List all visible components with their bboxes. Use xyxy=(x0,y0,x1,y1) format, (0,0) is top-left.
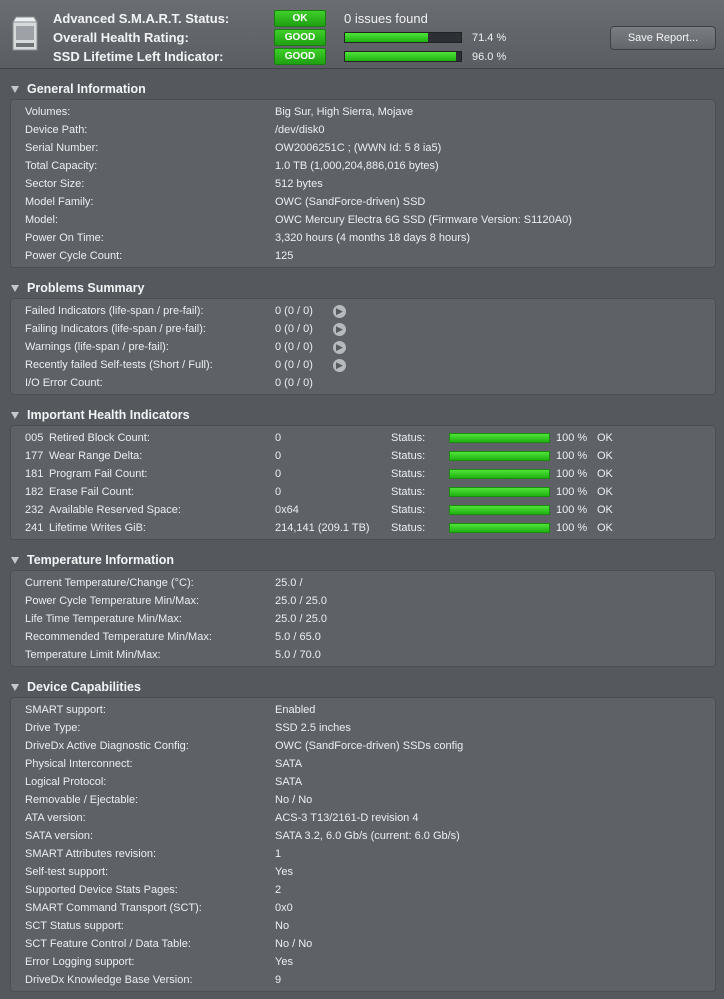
info-row xyxy=(11,247,715,265)
smart-status-label: Advanced S.M.A.R.T. Status: xyxy=(53,11,230,26)
status-percent: 100 % xyxy=(556,486,588,498)
info-row xyxy=(11,863,715,881)
status-percent: 100 % xyxy=(556,450,588,462)
indicator-value: 0 xyxy=(275,486,282,498)
row-label: Power Cycle Temperature Min/Max: xyxy=(25,595,200,607)
row-label: Model Family: xyxy=(25,196,94,208)
row-label: DriveDx Knowledge Base Version: xyxy=(25,974,193,986)
general-info-panel xyxy=(10,99,716,268)
lifetime-percent: 96.0 % xyxy=(472,50,507,63)
info-row xyxy=(11,139,715,157)
indicator-value: 214,141 (209.1 TB) xyxy=(275,522,370,534)
status-label: Status: xyxy=(391,432,426,444)
attribute-name: Program Fail Count: xyxy=(49,468,148,480)
disclosure-triangle-icon[interactable] xyxy=(11,557,19,564)
info-row xyxy=(11,211,715,229)
section-title: Important Health Indicators xyxy=(27,408,190,422)
status-ok: OK xyxy=(597,450,613,462)
row-value: Yes xyxy=(275,956,293,968)
attribute-id: 241 xyxy=(25,522,44,534)
info-row xyxy=(11,881,715,899)
status-percent: 100 % xyxy=(556,468,588,480)
row-label: Model: xyxy=(25,214,59,226)
row-value: OWC (SandForce-driven) SSDs config xyxy=(275,740,464,752)
row-label: Supported Device Stats Pages: xyxy=(25,884,178,896)
indicator-label xyxy=(25,468,147,480)
row-label: Logical Protocol: xyxy=(25,776,107,788)
attribute-id: 177 xyxy=(25,450,44,462)
row-label: Recommended Temperature Min/Max: xyxy=(25,631,212,643)
details-arrow-icon[interactable]: ▶ xyxy=(333,359,346,372)
disclosure-triangle-icon[interactable] xyxy=(11,684,19,691)
smart-status-badge: OK xyxy=(274,10,326,27)
info-row xyxy=(11,737,715,755)
section-title: General Information xyxy=(27,82,146,96)
status-label: Status: xyxy=(391,468,426,480)
status-percent: 100 % xyxy=(556,522,588,534)
info-row xyxy=(11,773,715,791)
row-value: 0 (0 / 0) xyxy=(275,341,313,353)
lifetime-bar xyxy=(344,51,462,62)
row-label: Warnings (life-span / pre-fail): xyxy=(25,341,169,353)
capabilities-panel xyxy=(10,697,716,992)
lifetime-badge: GOOD xyxy=(274,48,326,65)
smart-status-row xyxy=(53,9,428,28)
row-label: Volumes: xyxy=(25,106,71,118)
row-value: 5.0 / 65.0 xyxy=(275,631,321,643)
row-value: No xyxy=(275,920,290,932)
lifetime-label: SSD Lifetime Left Indicator: xyxy=(53,49,224,64)
hard-disk-icon xyxy=(10,14,40,54)
attribute-id: 232 xyxy=(25,504,44,516)
row-label: Removable / Ejectable: xyxy=(25,794,139,806)
row-value: Yes xyxy=(275,866,293,878)
row-value: 0 (0 / 0) xyxy=(275,305,313,317)
row-value: Big Sur, High Sierra, Mojave xyxy=(275,106,414,118)
indicator-value: 0x64 xyxy=(275,504,299,516)
info-row xyxy=(11,157,715,175)
section-capabilities-header[interactable] xyxy=(0,677,724,697)
status-ok: OK xyxy=(597,504,613,516)
smart-status-text: 0 issues found xyxy=(344,11,428,26)
info-row xyxy=(11,103,715,121)
disclosure-triangle-icon[interactable] xyxy=(11,285,19,292)
row-value: SATA 3.2, 6.0 Gb/s (current: 6.0 Gb/s) xyxy=(275,830,460,842)
row-label: Physical Interconnect: xyxy=(25,758,133,770)
section-health-header[interactable] xyxy=(0,405,724,425)
status-percent: 100 % xyxy=(556,504,588,516)
row-value: SATA xyxy=(275,776,303,788)
info-row xyxy=(11,374,715,392)
row-label: Drive Type: xyxy=(25,722,81,734)
info-row xyxy=(11,338,715,356)
row-value: 0 (0 / 0) xyxy=(275,359,313,371)
health-rating-percent: 71.4 % xyxy=(472,31,507,44)
status-bar xyxy=(449,523,550,533)
row-value: 5.0 / 70.0 xyxy=(275,649,321,661)
health-rating-label: Overall Health Rating: xyxy=(53,30,189,45)
health-indicator-row xyxy=(11,519,715,537)
row-value: 25.0 / 25.0 xyxy=(275,595,327,607)
details-arrow-icon[interactable]: ▶ xyxy=(333,341,346,354)
status-label: Status: xyxy=(391,504,426,516)
row-value: SSD 2.5 inches xyxy=(275,722,351,734)
health-indicator-row xyxy=(11,429,715,447)
info-row xyxy=(11,646,715,664)
health-indicator-row xyxy=(11,447,715,465)
row-label: Total Capacity: xyxy=(25,160,98,172)
row-label: Failing Indicators (life-span / pre-fail): xyxy=(25,323,206,335)
health-indicators-panel xyxy=(10,425,716,540)
info-row xyxy=(11,302,715,320)
attribute-id: 005 xyxy=(25,432,44,444)
attribute-name: Retired Block Count: xyxy=(49,432,150,444)
status-header xyxy=(0,0,724,69)
info-row xyxy=(11,701,715,719)
info-row xyxy=(11,175,715,193)
row-label: SMART Attributes revision: xyxy=(25,848,157,860)
section-temperature-header[interactable] xyxy=(0,550,724,570)
row-label: SMART support: xyxy=(25,704,106,716)
health-rating-row xyxy=(53,28,506,47)
info-row xyxy=(11,574,715,592)
row-label: Serial Number: xyxy=(25,142,99,154)
row-value: 512 bytes xyxy=(275,178,323,190)
indicator-label xyxy=(25,504,181,516)
row-label: SMART Command Transport (SCT): xyxy=(25,902,202,914)
temperature-panel xyxy=(10,570,716,667)
disclosure-triangle-icon[interactable] xyxy=(11,86,19,93)
info-row xyxy=(11,755,715,773)
info-row xyxy=(11,935,715,953)
health-rating-bar xyxy=(344,32,462,43)
row-value: OWC Mercury Electra 6G SSD (Firmware Version: S1120A0) xyxy=(275,214,572,226)
row-value: 25.0 / 25.0 xyxy=(275,613,327,625)
row-value: 0 (0 / 0) xyxy=(275,377,313,389)
row-value: 125 xyxy=(275,250,294,262)
row-label: Temperature Limit Min/Max: xyxy=(25,649,161,661)
health-rating-fill xyxy=(345,33,428,42)
indicator-label xyxy=(25,486,134,498)
section-title: Device Capabilities xyxy=(27,680,141,694)
row-label: Failed Indicators (life-span / pre-fail): xyxy=(25,305,204,317)
info-row xyxy=(11,610,715,628)
health-indicator-row xyxy=(11,501,715,519)
info-row xyxy=(11,229,715,247)
row-label: SCT Feature Control / Data Table: xyxy=(25,938,191,950)
info-row xyxy=(11,719,715,737)
section-general-header[interactable] xyxy=(0,79,724,99)
row-value: Enabled xyxy=(275,704,316,716)
attribute-name: Lifetime Writes GiB: xyxy=(49,522,146,534)
row-value: 0 (0 / 0) xyxy=(275,323,313,335)
info-row xyxy=(11,628,715,646)
health-rating-badge: GOOD xyxy=(274,29,326,46)
row-value: /dev/disk0 xyxy=(275,124,325,136)
row-value: 3,320 hours (4 months 18 days 8 hours) xyxy=(275,232,471,244)
details-arrow-icon[interactable]: ▶ xyxy=(333,305,346,318)
section-problems-header[interactable] xyxy=(0,278,724,298)
status-bar xyxy=(449,451,550,461)
status-label: Status: xyxy=(391,522,426,534)
row-label: Current Temperature/Change (°C): xyxy=(25,577,194,589)
save-report-button[interactable]: Save Report... xyxy=(610,26,716,50)
status-bar xyxy=(449,469,550,479)
status-ok: OK xyxy=(597,486,613,498)
row-value: ACS-3 T13/2161-D revision 4 xyxy=(275,812,419,824)
row-label: SCT Status support: xyxy=(25,920,124,932)
row-label: Life Time Temperature Min/Max: xyxy=(25,613,182,625)
row-label: Error Logging support: xyxy=(25,956,135,968)
row-value: OWC (SandForce-driven) SSD xyxy=(275,196,426,208)
status-ok: OK xyxy=(597,432,613,444)
row-value: OW2006251C ; (WWN Id: 5 8 ia5) xyxy=(275,142,442,154)
info-row xyxy=(11,193,715,211)
indicator-label xyxy=(25,450,142,462)
health-indicator-row xyxy=(11,483,715,501)
row-value: 1 xyxy=(275,848,282,860)
status-bar xyxy=(449,433,550,443)
info-row xyxy=(11,121,715,139)
info-row xyxy=(11,845,715,863)
attribute-name: Wear Range Delta: xyxy=(49,450,143,462)
row-label: Power Cycle Count: xyxy=(25,250,123,262)
attribute-id: 182 xyxy=(25,486,44,498)
row-label: Recently failed Self-tests (Short / Full): xyxy=(25,359,213,371)
row-label: ATA version: xyxy=(25,812,86,824)
indicator-value: 0 xyxy=(275,450,282,462)
info-row xyxy=(11,827,715,845)
row-value: No / No xyxy=(275,938,313,950)
row-value: SATA xyxy=(275,758,303,770)
status-label: Status: xyxy=(391,450,426,462)
status-label: Status: xyxy=(391,486,426,498)
status-ok: OK xyxy=(597,468,613,480)
disclosure-triangle-icon[interactable] xyxy=(11,412,19,419)
problems-summary-panel xyxy=(10,298,716,395)
row-label: Device Path: xyxy=(25,124,88,136)
health-indicator-row xyxy=(11,465,715,483)
row-value: 1.0 TB (1,000,204,886,016 bytes) xyxy=(275,160,439,172)
row-label: Self-test support: xyxy=(25,866,109,878)
section-title: Problems Summary xyxy=(27,281,145,295)
info-row xyxy=(11,917,715,935)
info-row xyxy=(11,320,715,338)
row-value: No / No xyxy=(275,794,313,806)
indicator-label xyxy=(25,522,146,534)
indicator-value: 0 xyxy=(275,468,282,480)
lifetime-fill xyxy=(345,52,456,61)
info-row xyxy=(11,971,715,989)
info-row xyxy=(11,899,715,917)
row-value: 25.0 / xyxy=(275,577,303,589)
status-bar xyxy=(449,487,550,497)
info-row xyxy=(11,953,715,971)
status-ok: OK xyxy=(597,522,613,534)
row-label: Sector Size: xyxy=(25,178,85,190)
row-label: SATA version: xyxy=(25,830,94,842)
info-row xyxy=(11,791,715,809)
status-bar xyxy=(449,505,550,515)
row-label: I/O Error Count: xyxy=(25,377,103,389)
attribute-name: Erase Fail Count: xyxy=(49,486,134,498)
row-value: 0x0 xyxy=(275,902,293,914)
indicator-label xyxy=(25,432,150,444)
lifetime-row xyxy=(53,47,506,66)
row-value: 9 xyxy=(275,974,282,986)
info-row xyxy=(11,809,715,827)
indicator-value: 0 xyxy=(275,432,282,444)
row-label: Power On Time: xyxy=(25,232,104,244)
row-label: DriveDx Active Diagnostic Config: xyxy=(25,740,189,752)
status-percent: 100 % xyxy=(556,432,588,444)
details-arrow-icon[interactable]: ▶ xyxy=(333,323,346,336)
info-row xyxy=(11,356,715,374)
section-title: Temperature Information xyxy=(27,553,175,567)
row-value: 2 xyxy=(275,884,282,896)
attribute-name: Available Reserved Space: xyxy=(49,504,181,516)
info-row xyxy=(11,592,715,610)
attribute-id: 181 xyxy=(25,468,44,480)
